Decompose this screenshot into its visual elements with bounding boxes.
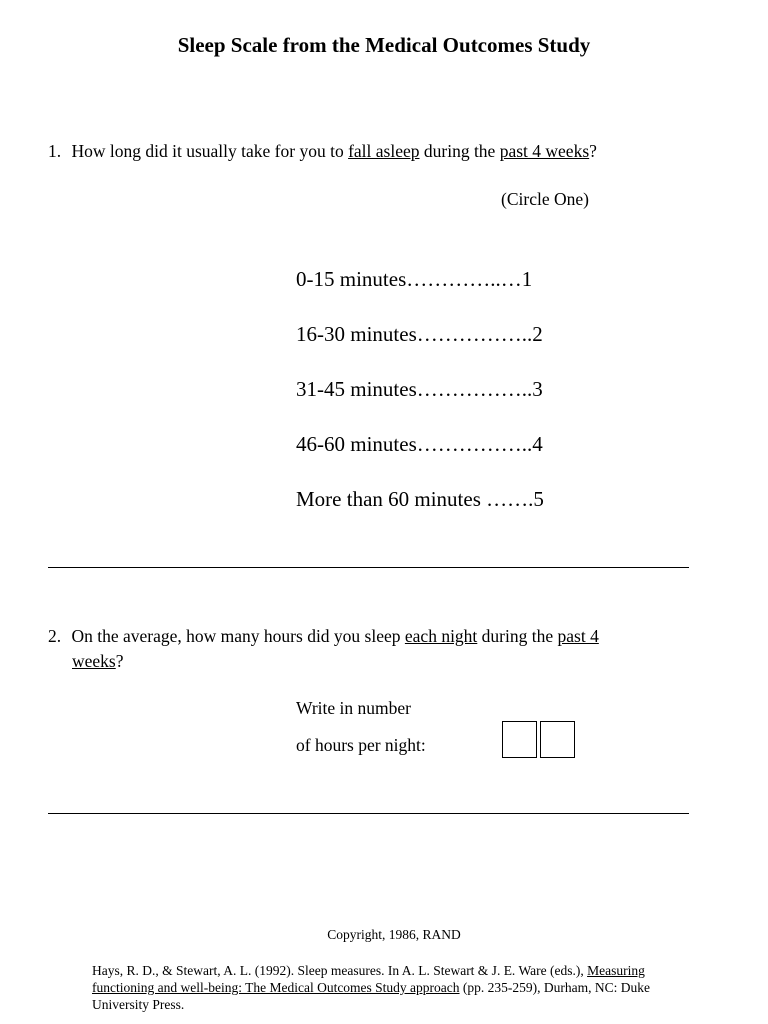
page-title: Sleep Scale from the Medical Outcomes Study (177, 33, 591, 57)
question-1-text-a: How long did it usually take for you to (71, 141, 349, 161)
copyright-notice: Copyright, 1986, RAND (327, 927, 461, 942)
circle-one-instruction: (Circle One) (501, 189, 589, 209)
question-1-emphasis-fall-asleep: fall asleep (348, 141, 420, 161)
reference-text-a: Hays, R. D., & Stewart, A. L. (1992). Sleep measures. In A. L. Stewart & J. E. Ware (eds.), (92, 963, 588, 978)
question-2 (48, 626, 599, 647)
question-2-text-c: ? (115, 651, 124, 671)
question-2-emphasis-weeks: weeks (72, 651, 116, 671)
hours-digit-box-2[interactable] (540, 721, 575, 758)
answer-option-1[interactable]: 0-15 minutes…………..…1 (296, 267, 533, 291)
answer-option-2[interactable]: 16-30 minutes……………..2 (296, 322, 543, 346)
question-1-text (72, 141, 597, 161)
reference-citation (92, 962, 678, 1013)
question-1-number: 1. (48, 141, 62, 161)
reference-text-b: (pp. 235-259), Durham, NC: Duke University Press. (92, 980, 651, 1012)
section-divider (48, 813, 689, 814)
question-2-text (72, 626, 599, 646)
section-divider (48, 567, 689, 568)
hours-digit-box-1[interactable] (502, 721, 537, 758)
write-in-label-line-2: of hours per night: (296, 735, 426, 755)
answer-option-4[interactable]: 46-60 minutes……………..4 (296, 432, 543, 456)
question-2-continuation (72, 651, 124, 672)
question-2-text-b: during the (477, 626, 558, 646)
reference-book-title: Measuring functioning and well-being: The Medical Outcomes Study approach (92, 963, 645, 995)
answer-option-5[interactable]: More than 60 minutes …….5 (296, 487, 544, 511)
question-1-text-c: ? (589, 141, 597, 161)
answer-option-3[interactable]: 31-45 minutes……………..3 (296, 377, 543, 401)
question-2-emphasis-past-4: past 4 (557, 626, 599, 646)
question-1-emphasis-past-4-weeks: past 4 weeks (499, 141, 590, 161)
question-2-text-a: On the average, how many hours did you sleep (71, 626, 405, 646)
question-2-number: 2. (48, 626, 62, 646)
question-1-text-b: during the (419, 141, 500, 161)
write-in-label-line-1: Write in number (296, 698, 411, 718)
question-1 (48, 141, 597, 162)
question-2-emphasis-each-night: each night (404, 626, 478, 646)
